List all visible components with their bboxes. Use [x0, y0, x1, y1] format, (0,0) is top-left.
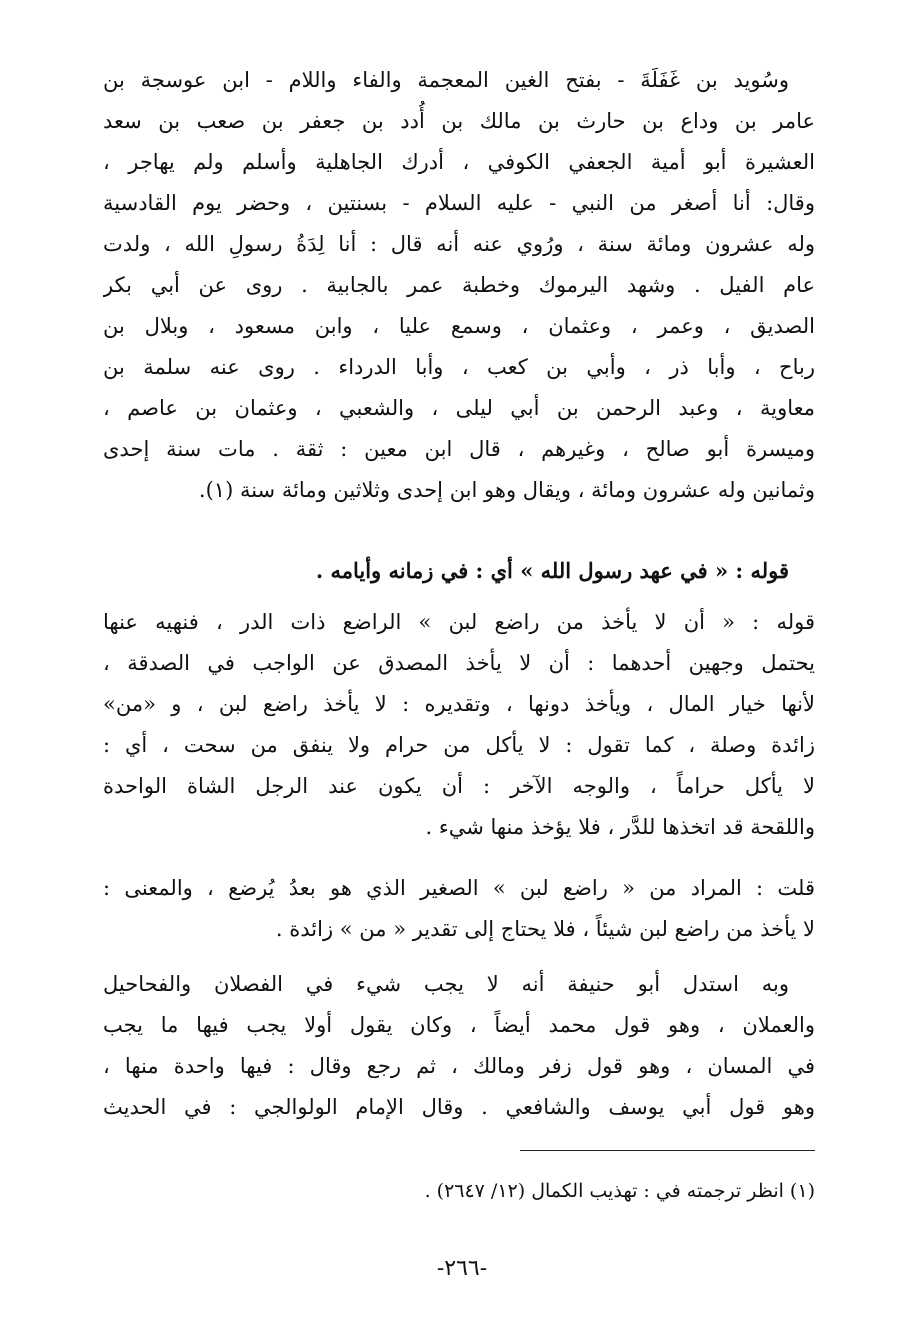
- paragraph-qultu: [103, 868, 815, 950]
- text-line: زائدة وصلة ، كما تقول : لا يأكل من حرام ولا ينفق من سحت ، أي :: [103, 733, 815, 757]
- text-line: لا يأخذ من راضع لبن شيئاً ، فلا يحتاج إلى تقدير « من » زائدة .: [275, 917, 815, 941]
- text-line: قوله : « أن لا يأخذ من راضع لبن » الراضع ذات الدر ، فنهيه عنها: [103, 610, 815, 634]
- text-line: عامر بن وداع بن حارث بن مالك بن أُدد بن جعفر بن صعب بن سعد: [103, 109, 815, 133]
- text-line: رباح ، وأبا ذر ، وأبي بن كعب ، وأبا الدرداء . روى عنه سلمة بن: [103, 355, 815, 379]
- text-line: والعملان ، وهو قول محمد أيضاً ، وكان يقول أولا يجب فيها ما يجب: [103, 1013, 815, 1037]
- text-line: واللقحة قد اتخذها للدَّر ، فلا يؤخذ منها شيء .: [425, 815, 815, 839]
- text-line: قلت : المراد من « راضع لبن » الصغير الذي هو بعدُ يُرضع ، والمعنى :: [103, 876, 815, 900]
- footnote-divider: [520, 1150, 815, 1151]
- text-line: الصديق ، وعمر ، وعثمان ، وسمع عليا ، وابن مسعود ، وبلال بن: [103, 314, 815, 338]
- page-number: -٢٦٦-: [436, 1256, 488, 1281]
- text-line: وقال: أنا أصغر من النبي - عليه السلام - بسنتين ، وحضر يوم القادسية: [103, 191, 815, 215]
- text-line: وميسرة أبو صالح ، وغيرهم ، قال ابن معين : ثقة . مات سنة إحدى: [103, 437, 815, 461]
- text-line: وسُويد بن غَفَلَةَ - بفتح الغين المعجمة والفاء واللام - ابن عوسجة بن: [103, 68, 789, 92]
- text-line: وهو قول أبي يوسف والشافعي . وقال الإمام الولوالجي : في الحديث: [103, 1095, 815, 1119]
- text-line: عام الفيل . وشهد اليرموك وخطبة عمر بالجابية . روى عن أبي بكر: [103, 273, 815, 297]
- paragraph-abu-hanifa: [103, 964, 815, 1128]
- text-line: وبه استدل أبو حنيفة أنه لا يجب شيء في الفصلان والفحاحيل: [103, 972, 789, 996]
- footnote: (١) انظر ترجمته في : تهذيب الكمال (١٢/ ٢٦٤٧) .: [424, 1180, 815, 1202]
- text-line: معاوية ، وعبد الرحمن بن أبي ليلى ، والشعبي ، وعثمان بن عاصم ،: [103, 396, 815, 420]
- paragraph-qawluhu-ahd: [103, 550, 815, 591]
- paragraph-biography: [103, 60, 815, 511]
- paragraph-qawluhu-radi: [103, 602, 815, 848]
- text-line: وثمانين وله عشرون ومائة ، ويقال وهو ابن إحدى وثلاثين ومائة سنة (١).: [198, 478, 815, 502]
- text-line: يحتمل وجهين أحدهما : أن لا يأخذ المصدق عن الواجب في الصدقة ،: [103, 651, 815, 675]
- text-line: لا يأكل حراماً ، والوجه الآخر : أن يكون عند الرجل الشاة الواحدة: [103, 774, 815, 798]
- text-line: في المسان ، وهو قول زفر ومالك ، ثم رجع وقال : فيها واحدة منها ،: [103, 1054, 815, 1078]
- text-line: قوله : « في عهد رسول الله » أي : في زمانه وأيامه .: [315, 558, 789, 583]
- text-line: لأنها خيار المال ، ويأخذ دونها ، وتقديره : لا يأخذ راضع لبن ، و «من»: [103, 692, 815, 716]
- text-line: العشيرة أبو أمية الجعفي الكوفي ، أدرك الجاهلية وأسلم ولم يهاجر ،: [103, 150, 815, 174]
- text-line: وله عشرون ومائة سنة ، ورُوي عنه أنه قال : أنا لِدَةُ رسولِ الله ، ولدت: [103, 232, 815, 256]
